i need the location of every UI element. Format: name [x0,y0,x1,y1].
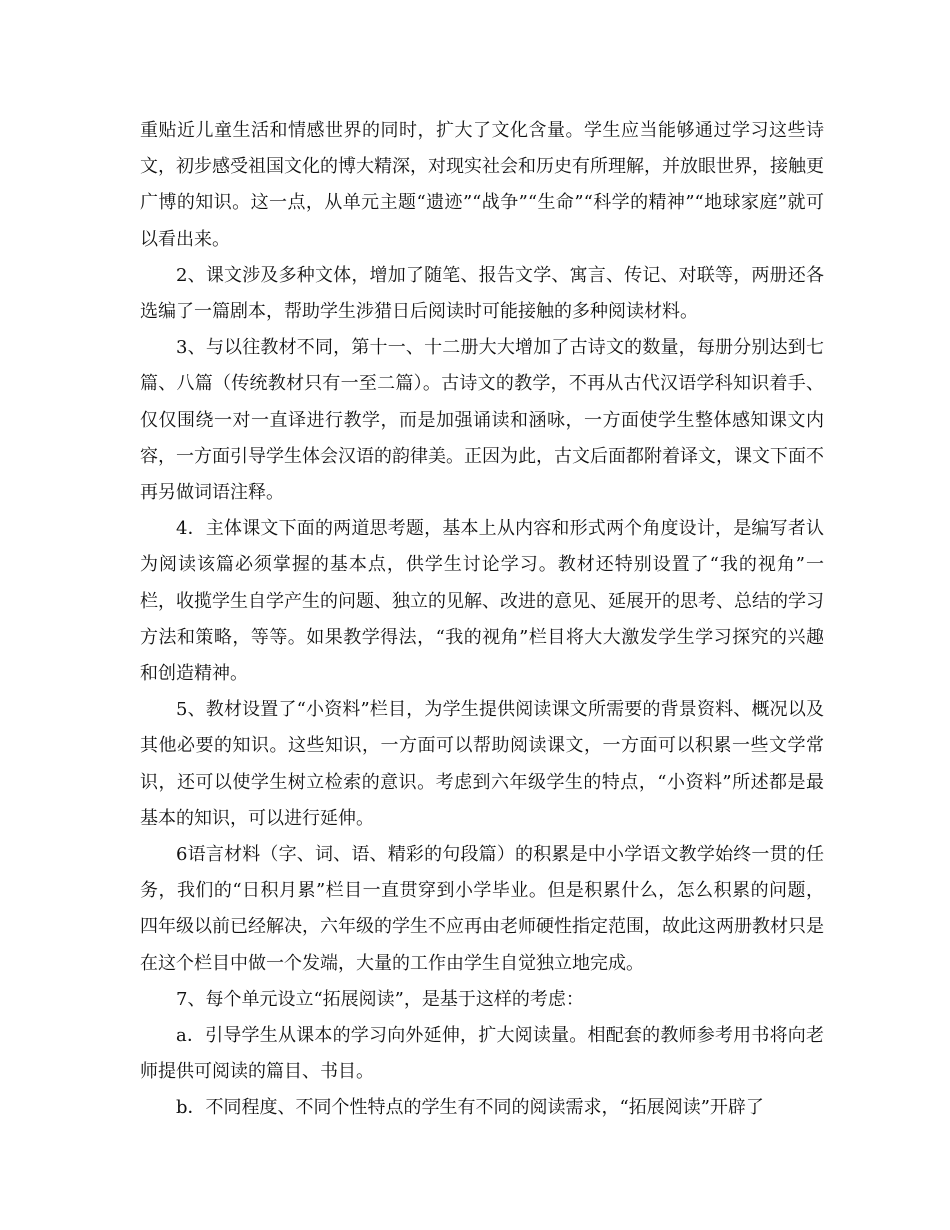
paragraph-item-b: b．不同程度、不同个性特点的学生有不同的阅读需求，“拓展阅读”开辟了 [176,1097,764,1119]
paragraph-item-3: 3、与以往教材不同，第十一、十二册大大增加了古诗文的数量，每册分别达到七篇、八篇（传统教材只有一至二篇）。古诗文的教学，不再从古代汉语学科知识着手、仅仅围绕一对一直译进行教学，而是加强诵读和涵咏，一方面使学生整体感知课文内容，一方面引导学生体会汉语的韵律美。正因为此，古文后面都附着译文，课文下面不再另做词语注释。 [140,337,824,504]
paragraph-item-4: 4．主体课文下面的两道思考题，基本上从内容和形式两个角度设计，是编写者认为阅读该篇必须掌握的基本点，供学生讨论学习。教材还特别设置了“我的视角”一栏，收揽学生自学产生的问题、独立的见解、改进的意见、延展开的思考、总结的学习方法和策略，等等。如果教学得法，“我的视角”栏目将大大激发学生学习探究的兴趣和创造精神。 [140,518,824,685]
paragraph-item-a: a．引导学生从课本的学习向外延伸，扩大阅读量。相配套的教师参考用书将向老师提供可阅读的篇目、书目。 [140,1025,824,1083]
paragraph-item-6: 6语言材料（字、词、语、精彩的句段篇）的积累是中小学语文教学始终一贯的任务，我们的“日积月累”栏目一直贯穿到小学毕业。但是积累什么，怎么积累的问题，四年级以前已经解决，六年级的学生不应再由老师硬性指定范围，故此这两册教材只是在这个栏目中做一个发端，大量的工作由学生自觉独立地完成。 [140,844,824,974]
document-body [140,113,824,1127]
paragraph-item-2: 2、课文涉及多种文体，增加了随笔、报告文学、寓言、传记、对联等，两册还各选编了一篇剧本，帮助学生涉猎日后阅读时可能接触的多种阅读材料。 [140,264,824,323]
paragraph-continued: 重贴近儿童生活和情感世界的同时，扩大了文化含量。学生应当能够通过学习这些诗文，初步感受祖国文化的博大精深，对现实社会和历史有所理解，并放眼世界，接触更广博的知识。这一点，从单元主题“遗迹”“战争”“生命”“科学的精神”“地球家庭”就可以看出来。 [140,120,824,250]
paragraph-item-5: 5、教材设置了“小资料”栏目，为学生提供阅读课文所需要的背景资料、概况以及其他必要的知识。这些知识，一方面可以帮助阅读课文，一方面可以积累一些文学常识，还可以使学生树立检索的意识。考虑到六年级学生的特点，“小资料”所述都是最基本的知识，可以进行延伸。 [140,699,824,829]
paragraph-item-7: 7、每个单元设立“拓展阅读”，是基于这样的考虑： [176,988,584,1010]
